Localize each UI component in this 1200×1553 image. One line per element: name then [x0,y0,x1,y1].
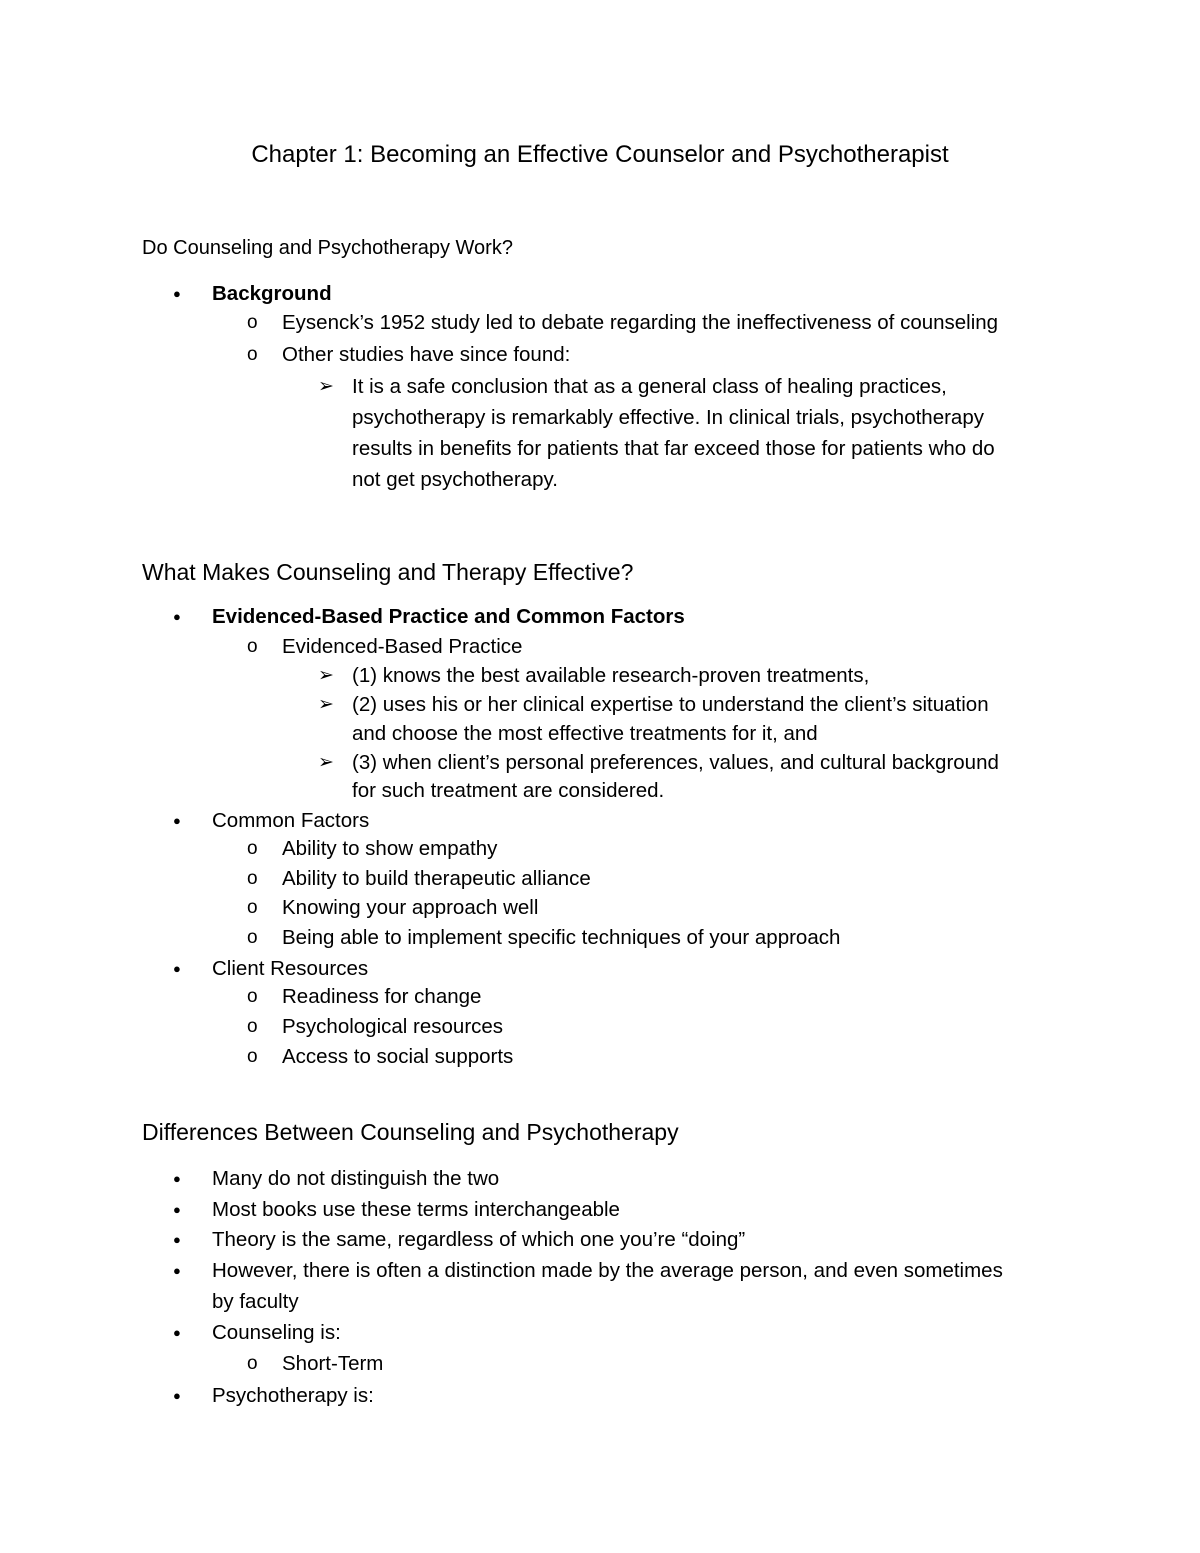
circle-bullet-icon: o [247,927,258,948]
list-item: Knowing your approach well [282,896,539,919]
list-item-continued: and choose the most effective treatments for it, and [352,722,818,745]
bullet-icon: ● [173,961,181,976]
list-item: Being able to implement specific techniques of your approach [282,926,841,949]
list-item: Psychological resources [282,1015,504,1038]
list-item: Other studies have since found: [282,343,571,366]
arrow-bullet-icon: ➢ [318,376,334,397]
circle-bullet-icon: o [247,1046,258,1067]
bullet-icon: ● [173,1263,181,1278]
quote-line: psychotherapy is remarkably effective. In clinical trials, psychotherapy [352,406,984,429]
bullet-icon: ● [173,813,181,828]
circle-bullet-icon: o [247,1016,258,1037]
circle-bullet-icon: o [247,986,258,1007]
list-item: However, there is often a distinction made by the average person, and even sometimes [212,1259,1003,1282]
list-item: Psychotherapy is: [212,1384,374,1407]
quote-line: not get psychotherapy. [352,468,558,491]
list-item: Access to social supports [282,1045,514,1068]
list-item-client-resources: Client Resources [212,957,369,980]
list-item: Most books use these terms interchangeable [212,1198,620,1221]
list-item: Many do not distinguish the two [212,1167,500,1190]
section-heading-work: Do Counseling and Psychotherapy Work? [142,237,513,259]
list-item: Readiness for change [282,985,482,1008]
bullet-icon: ● [173,1171,181,1186]
list-item-background: Background [212,282,332,305]
list-item: Ability to show empathy [282,837,498,860]
circle-bullet-icon: o [247,897,258,918]
list-item: (3) when client’s personal preferences, values, and cultural background [352,751,999,774]
section-heading-differences: Differences Between Counseling and Psychotherapy [142,1119,679,1145]
chapter-title: Chapter 1: Becoming an Effective Counselor and Psychotherapist [251,141,949,168]
bullet-icon: ● [173,286,181,301]
quote-line: It is a safe conclusion that as a general class of healing practices, [352,375,947,398]
circle-bullet-icon: o [247,868,258,889]
bullet-icon: ● [173,609,181,624]
list-item: Evidenced-Based Practice [282,635,523,658]
arrow-bullet-icon: ➢ [318,665,334,686]
list-item-ebp: Evidenced-Based Practice and Common Factors [212,605,685,628]
bullet-icon: ● [173,1202,181,1217]
list-item: Ability to build therapeutic alliance [282,867,591,890]
section-heading-effective: What Makes Counseling and Therapy Effective? [142,559,634,585]
bullet-icon: ● [173,1388,181,1403]
circle-bullet-icon: o [247,344,258,365]
list-item-continued: for such treatment are considered. [352,779,665,802]
list-item-continued: by faculty [212,1290,299,1313]
circle-bullet-icon: o [247,636,258,657]
list-item-common-factors: Common Factors [212,809,370,832]
arrow-bullet-icon: ➢ [318,694,334,715]
circle-bullet-icon: o [247,1353,258,1374]
list-item: (1) knows the best available research-proven treatments, [352,664,870,687]
quote-line: results in benefits for patients that far exceed those for patients who do [352,437,995,460]
list-item: Eysenck’s 1952 study led to debate regarding the ineffectiveness of counseling [282,311,999,334]
list-item: Counseling is: [212,1321,341,1344]
bullet-icon: ● [173,1325,181,1340]
arrow-bullet-icon: ➢ [318,752,334,773]
list-item: Short-Term [282,1352,384,1375]
list-item: Theory is the same, regardless of which one you’re “doing” [212,1228,746,1251]
bullet-icon: ● [173,1232,181,1247]
circle-bullet-icon: o [247,312,258,333]
circle-bullet-icon: o [247,838,258,859]
list-item: (2) uses his or her clinical expertise to understand the client’s situation [352,693,989,716]
